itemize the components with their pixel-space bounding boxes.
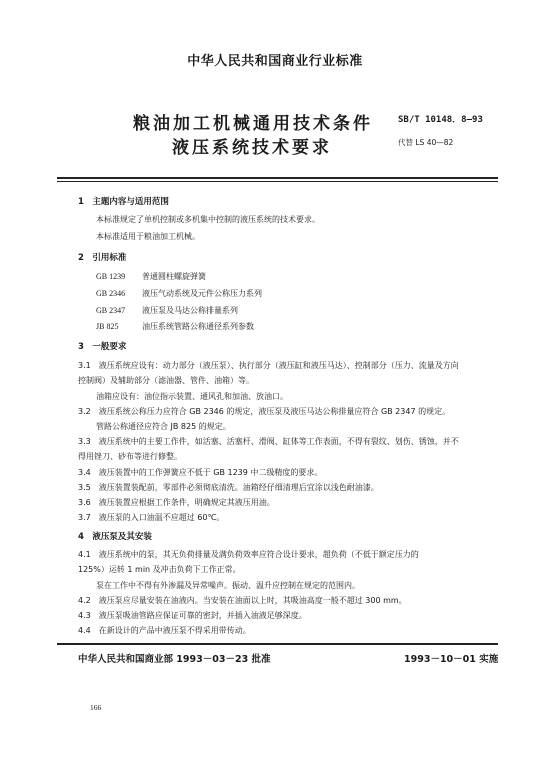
reference-item [96,305,238,316]
reference-title: 普通圆柱螺旋弹簧 [142,272,206,281]
clause-4-2: 4.2 液压泵应尽量安装在油液内。当安装在油面以上时，其吸油高度一般不超过 300 mm。 [78,596,407,605]
reference-title: 液压泵及马达公称排量系列 [142,306,238,315]
reference-code: JB 825 [96,322,119,331]
reference-item [96,321,254,332]
issuing-authority: 中华人民共和国商业行业标准 [187,54,363,69]
document-title-line2: 液压系统技术要求 [172,138,332,158]
clause-3-3-line1: 3.3 液压系统中的主要工作件，如活塞、活塞杆、滑阀、缸体等工作表面，不得有裂纹、划伤、锈蚀，并不 [78,437,459,446]
clause-3-6: 3.6 液压装置应根据工作条件，明确规定其液压用油。 [78,498,275,507]
reference-item [96,288,262,299]
clause-4-4: 4.4 在新设计的产品中液压泵不得采用带传动。 [78,626,251,635]
section-4-heading: 4 液压泵及其安装 [78,532,152,542]
clause-3-1-line2: 控制阀）及辅助部分（滤油器、管件、油箱）等。 [78,376,254,385]
footer-rule [57,643,498,645]
clause-4-1-line1: 4.1 液压系统中的泵，其无负荷排量及满负荷效率应符合设计要求，超负荷（不低于额定压力的 [78,550,419,559]
clause-3-7: 3.7 液压泵的入口油温不应超过 60℃。 [78,513,225,522]
reference-code: GB 2347 [96,306,126,315]
clause-3-4: 3.4 液压装置中的工作弹簧应不低于 GB 1239 中二级精度的要求。 [78,468,323,477]
clause-3-2-line1: 3.2 液压系统公称压力应符合 GB 2346 的规定，液压泵及液压马达公称排量应符合 GB 2347 的规定。 [78,407,451,416]
clause-3-1-line1: 3.1 液压系统应设有：动力部分（液压泵）、执行部分（液压缸和液压马达）、控制部分（压力、流量及方向 [78,361,459,370]
clause-4-1-line2: 125%）运转 1 min 及冲击负荷下工作正常。 [78,565,241,574]
clause-4-3: 4.3 液压泵吸油管路应保证可靠的密封，并插入油液足够深度。 [78,611,307,620]
section-1-paragraph-2: 本标准适用于粮油加工机械。 [96,232,200,241]
section-3-heading: 3 一般要求 [78,342,127,352]
section-1-heading: 1 主题内容与适用范围 [78,197,169,207]
reference-code: GB 1239 [96,272,126,281]
section-1-paragraph-1: 本标准规定了单机控制或多机集中控制的液压系统的技术要求。 [96,215,320,224]
reference-code: GB 2346 [96,289,126,298]
reference-title: 油压系统管路公称通径系列参数 [142,322,254,331]
page-number: 166 [90,703,102,712]
clause-3-2-line2: 管路公称通径应符合 JB 825 的规定。 [96,422,231,431]
effective-date-line: 1993－10－01 实施 [404,654,499,665]
clause-4-1-line3: 泵在工作中不得有外渗漏及异常噪声。振动、温升应控制在规定的范围内。 [96,581,360,590]
reference-item [96,271,206,282]
document-title-line1: 粮油加工机械通用技术条件 [133,114,373,134]
header-rule-thin [57,181,498,182]
approval-line: 中华人民共和国商业部 1993－03－23 批准 [78,654,271,665]
clause-3-1-line3: 油箱应设有：油位指示装置、通风孔和加油、放油口。 [96,392,288,401]
header-rule-thick [57,177,498,179]
section-2-heading: 2 引用标准 [78,253,127,263]
clause-3-5: 3.5 液压装置装配前，零部件必须彻底清洗。油箱经仔细清理后宜涂以浅色耐油漆。 [78,483,379,492]
reference-title: 液压气动系统及元件公称压力系列 [142,289,262,298]
standard-number: SB/T 10148．8—93 [398,115,483,125]
clause-3-3-line2: 得用锉刀、砂布等进行修整。 [78,452,182,461]
replaces-standard: 代替 LS 40—82 [398,138,454,147]
